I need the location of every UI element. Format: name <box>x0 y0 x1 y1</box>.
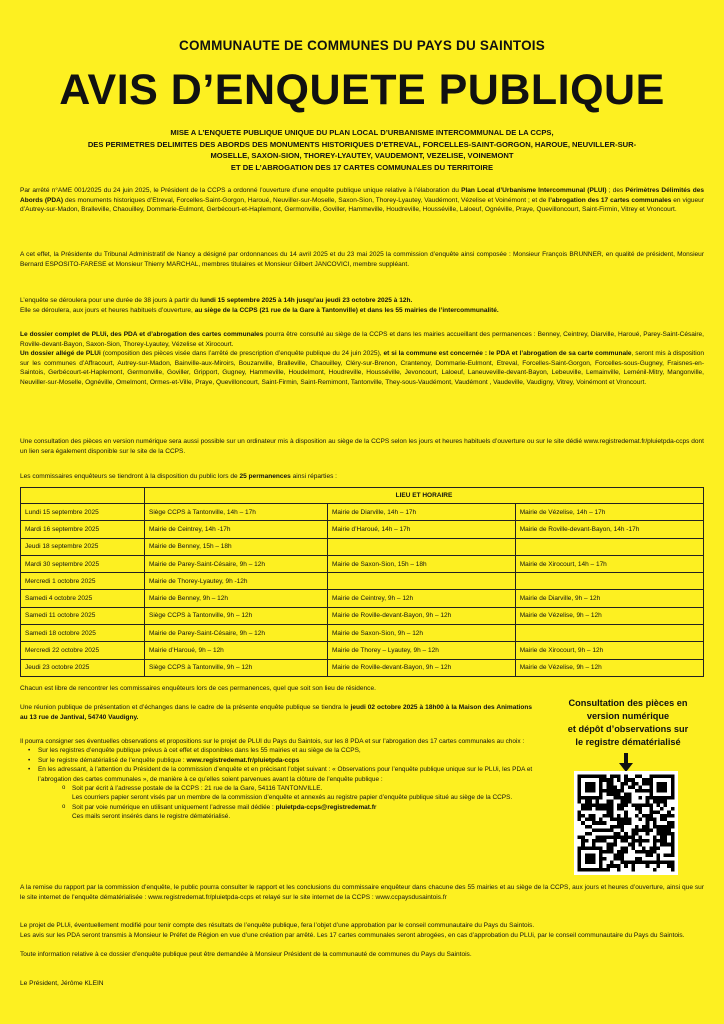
table-cell-place: Mairie de Diarville, 14h – 17h <box>327 504 515 521</box>
text-bold: l’abrogation des 17 cartes communales <box>548 196 672 204</box>
organization-name: COMMUNAUTE DE COMMUNES DU PAYS DU SAINTOIS <box>179 38 545 53</box>
duration-paragraph <box>20 296 704 315</box>
table-cell-place: Siège CCPS à Tantonville, 14h – 17h <box>145 504 328 521</box>
subtitle-line: MOSELLE, SAXON-SION, THOREY-LYAUTEY, VAUDEMONT, VEZELISE, VOINEMONT <box>210 151 514 161</box>
table-cell-date: Jeudi 23 octobre 2025 <box>21 659 145 676</box>
arrow-down-icon <box>618 753 634 773</box>
list-item: • En les adressant, à l’attention du Président de la commission d’enquête et en précisant l’objet suivant : « Observations pour l’enquête publique unique sur le PLUi, les PDA et l’abrogation des cartes communales », de manière à ce qu’elles soient parvenues avant la clôture de l’enquête publique : <box>20 765 535 784</box>
text: Sur le registre dématérialisé de l’enquête publique : <box>38 756 187 764</box>
table-header: LIEU ET HORAIRE <box>145 488 704 504</box>
table-row <box>21 538 704 555</box>
digital-consultation-paragraph: Une consultation des pièces en version numérique sera aussi possible sur un ordinateur mis à disposition au siège de la CCPS selon les jours et heures habituels d’ouverture ou sur le site dédié www.registredemat.fr/pluietpda-ccps dont un lien sera également disponible sur le site de la CCPS. <box>20 438 704 455</box>
text: ; des <box>606 187 626 194</box>
table-cell-place: Mairie de Benney, 9h – 12h <box>145 590 328 607</box>
table-row <box>21 590 704 607</box>
text-bold: au siège de la CCPS (21 rue de la Gare à Tantonville) et dans les 55 mairies de l’intercommunalité. <box>194 306 499 314</box>
text: (composition des pièces visée dans l’arrêté de prescription d’enquête publique du 24 juin 2025), <box>100 350 384 358</box>
table-header-empty <box>21 488 145 504</box>
table-cell-date: Samedi 4 octobre 2025 <box>21 590 145 607</box>
dossier-paragraph <box>20 330 704 388</box>
information-paragraph: Toute information relative à ce dossier d’enquête publique peut être demandée à Monsieur Président de la communauté de communes du Pays du Saintois. <box>20 951 472 958</box>
subtitle-line: ET DE L’ABROGATION DES 17 CARTES COMMUNALES DU TERRITOIRE <box>230 162 494 172</box>
consultation-line: version numérique <box>586 711 670 721</box>
consultation-line: le registre dématérialisé <box>575 737 681 747</box>
table-cell-place: Mairie de Ceintrey, 14h -17h <box>145 521 328 538</box>
list-item: • Sur les registres d’enquête publique prévus à cet effet et disponibles dans les 55 mairies et au siège de la CCPS, <box>20 746 535 755</box>
table-cell-place: Mairie d’Haroué, 14h – 17h <box>327 521 515 538</box>
list-item <box>20 756 535 765</box>
table-cell-place <box>515 573 703 590</box>
notice-subtitle <box>40 127 684 173</box>
text-bold: Périmètres Délimités des Abords (PDA) <box>20 187 704 204</box>
consultation-line: Consultation des pièces en <box>568 698 688 708</box>
table-cell-date: Jeudi 18 septembre 2025 <box>21 538 145 555</box>
table-row <box>21 504 704 521</box>
observations-intro: Il pourra consigner ses éventuelles observations et propositions sur le projet de PLUI du Pays du Saintois, sur les 8 PDA et sur l’abrogation des 17 cartes communales au choix : <box>20 738 525 745</box>
table-cell-place: Mairie de Roville-devant-Bayon, 9h – 12h <box>327 659 515 676</box>
table-cell-place: Mairie de Thorey-Lyautey, 9h -12h <box>145 573 328 590</box>
text-bold: Un dossier allégé de PLUi <box>20 350 101 358</box>
decree-paragraph <box>20 186 704 215</box>
text-bold: Plan Local d’Urbanisme Intercommunal (PLUI) <box>461 187 607 194</box>
subtitle-line: MISE A L’ENQUETE PUBLIQUE UNIQUE DU PLAN LOCAL D’URBANISME INTERCOMMUNAL DE LA CCPS, <box>170 128 554 137</box>
page-title: AVIS D’ENQUETE PUBLIQUE <box>59 66 665 114</box>
table-cell-place <box>515 625 703 642</box>
sub-list-item: o Soit par écrit à l’adresse postale de la CCPS : 21 rue de la Gare, 54116 TANTONVILLE. <box>20 784 535 793</box>
text: L’enquête se déroulera pour une durée de 38 jours à partir du <box>20 297 201 304</box>
sub-list-item <box>20 803 535 812</box>
table-cell-place <box>327 538 515 555</box>
permanences-intro <box>20 472 704 482</box>
table-cell-place <box>515 538 703 555</box>
text: Soit par voie numérique en utilisant uniquement l’adresse mail dédiée : <box>72 803 276 811</box>
table-cell-place: Mairie de Benney, 15h – 18h <box>145 538 328 555</box>
text-bold: lundi 15 septembre 2025 à 14h jusqu’au jeudi 23 octobre 2025 à 12h. <box>200 297 413 304</box>
table-cell-place: Mairie de Xirocourt, 14h – 17h <box>515 555 703 572</box>
report-paragraph: A la remise du rapport par la commission d’enquête, le public pourra consulter le rapport et les conclusions du commissaire enquêteur dans chacune des 55 mairies et au siège de la CCPS, aux jours et heures d’ouverture, ainsi que sur le site internet de l’enquête dématérialisée : www.registredemat.fr/pluietpda-ccps et relayé sur le site internet de la CCPS : www.ccpaysdusaintois.fr <box>20 884 704 901</box>
table-cell-place: Mairie de Parey-Saint-Césaire, 9h – 12h <box>145 555 328 572</box>
text: Par arrêté n°AME 001/2025 du 24 juin 2025, le Président de la CCPS a ordonné l’ouverture d’une enquête publique unique relative à l’élaboration du <box>20 187 462 194</box>
meeting-free-paragraph: Chacun est libre de rencontrer les commissaires enquêteurs lors de ces permanences, quel que soit son lieu de résidence. <box>20 685 376 692</box>
table-cell-date: Mercredi 22 octobre 2025 <box>21 642 145 659</box>
text-bold: et si la commune est concernée : le PDA et l’abrogation de sa carte communale <box>383 350 632 358</box>
table-cell-date: Mercredi 1 octobre 2025 <box>21 573 145 590</box>
table-cell-place <box>327 573 515 590</box>
table-row <box>21 607 704 624</box>
qr-code-icon[interactable] <box>574 771 678 875</box>
table-cell-place: Mairie de Vézelise, 9h – 12h <box>515 659 703 676</box>
table-cell-date: Mardi 16 septembre 2025 <box>21 521 145 538</box>
observations-section <box>20 737 535 822</box>
pda-paragraph: Les avis sur les PDA seront transmis à Monsieur le Préfet de Région en vue d’une création par arrêté. Les 17 cartes communales seront abrogées, en cas d’approbation du PLUi, par le conseil communautaire du Pays du Saintois. <box>20 932 685 939</box>
table-row <box>21 521 704 538</box>
table-row <box>21 659 704 676</box>
table-row <box>21 642 704 659</box>
commission-paragraph: A cet effet, la Présidente du Tribunal Administratif de Nancy a désigné par ordonnances du 14 avril 2025 et du 23 mai 2025 la commission d’enquête ainsi composée : Monsieur François BRUNNER, en qualité de président, Monsieur Bernard ESPOSITO-FARESE et Monsieur Thierry MARCHAL, membres titulaires et Monsieur Gilbert JANCOVICI, membre suppléant. <box>20 251 704 268</box>
subtitle-line: DES PERIMETRES DELIMITES DES ABORDS DES MONUMENTS HISTORIQUES D’ETREVAL, FORCELLES-SAINT-GORGON, HAROUE, NEUVILLER-SUR- <box>87 139 637 149</box>
table-cell-place: Mairie de Parey-Saint-Césaire, 9h – 12h <box>145 625 328 642</box>
table-cell-date: Samedi 18 octobre 2025 <box>21 625 145 642</box>
signature: Le Président, Jérôme KLEIN <box>20 980 104 987</box>
table-cell-place: Mairie de Thorey – Lyautey, 9h – 12h <box>327 642 515 659</box>
table-cell-date: Samedi 11 octobre 2025 <box>21 607 145 624</box>
text-bold: Le dossier complet de PLUi, des PDA et d’abrogation des cartes communales <box>20 331 264 338</box>
table-row <box>21 555 704 572</box>
table-cell-place: Mairie de Saxon-Sion, 9h – 12h <box>327 625 515 642</box>
table-cell-place: Mairie d’Haroué, 9h – 12h <box>145 642 328 659</box>
sub-list-note: Ces mails seront insérés dans le registre dématérialisé. <box>72 813 231 821</box>
table-cell-place: Mairie de Roville-devant-Bayon, 14h -17h <box>515 521 703 538</box>
text: , seront mis à disposition sur les communes d’Affracourt, Autrey-sur-Madon, Bainville-aux-Miroirs, Bouzanville, Bralleville, Chaouilley, Cléry-sur-Brenon, Crantenoy, Dommarie-Eulmont, Etreval, Forcelles-Saint-Gorgon, Forcelles-sous-Gugney, Fraisnes-en-Saintois, Gerbécourt-et-Haplemont, Germonville, Goviller, Gripport, Gugney, Hammeville, Houdelmont, Houdreville, Housséville, Jevoncourt, Laloeuf, Laneuveville-devant-Bayon, Lebeuville, Lemainville, Leménil-Mitry, Mangonville, Neuviller-sur-Moselle, Ognéville, Omelmont, Ormes-et-Ville, Praye, Quevilloncourt, Saint-Firmin, Saint-Remimont, Tantonville, They-sous-Vaudémont, Vaudémont , Vaudeville, Vaudigny, Vitrey, Voinémont et Vroncourt. <box>20 350 704 386</box>
registry-link[interactable]: www.registredemat.fr/pluietpda-ccps <box>186 756 300 764</box>
table-cell-place: Mairie de Ceintrey, 9h – 12h <box>327 590 515 607</box>
table-cell-place: Mairie de Vézelise, 9h – 12h <box>515 607 703 624</box>
consultation-box <box>548 697 708 749</box>
consultation-line: et dépôt d’observations sur <box>567 724 689 734</box>
table-row <box>21 625 704 642</box>
text: en vigueur d’Autrey-sur-Madon, Bralleville, Chaouilley, Dommarie-Eulmont, Gerbécourt-et-Haplemont, Germonville, Goviller, Hammeville, Houdreville, Housséville, Laloeuf, Ognéville, Praye, Quevilloncourt, Saint-Firmin, Vitrey et Vroncourt. <box>20 196 704 214</box>
table-row <box>21 573 704 590</box>
text: Elle se déroulera, aux jours et heures habituels d’ouverture, <box>20 306 195 314</box>
text: des monuments historiques d’Etreval, Forcelles-Saint-Gorgon, Haroué, Neuviller-sur-Moselle, Saxon-Sion, Thorey-Lyautey, Vaudémont, Vézelise et Voinémont ; et de <box>63 196 549 204</box>
text-bold: 25 permanences <box>239 473 291 480</box>
table-cell-place: Mairie de Diarville, 9h – 12h <box>515 590 703 607</box>
public-meeting-paragraph <box>20 703 532 722</box>
text: Les commissaires enquêteurs se tiendront à la disposition du public lors de <box>20 473 240 480</box>
table-cell-place: Siège CCPS à Tantonville, 9h – 12h <box>145 607 328 624</box>
table-cell-place: Mairie de Xirocourt, 9h – 12h <box>515 642 703 659</box>
text: pourra être consulté au siège de la CCPS et dans les mairies accueillant des permanences : Benney, Ceintrey, Diarville, Haroué, Parey-Saint-Césaire, Roville-devant-Bayon, Saxon-Sion, Thorey-Lyautey, Vézelise et Xirocourt. <box>20 331 704 348</box>
approval-paragraph: Le projet de PLUi, éventuellement modifié pour tenir compte des résultats de l’enquête publique, fera l’objet d’une approbation par le conseil communautaire du Pays du Saintois. <box>20 922 535 929</box>
table-body <box>21 504 704 677</box>
table-cell-place: Mairie de Saxon-Sion, 15h – 18h <box>327 555 515 572</box>
table-cell-place: Mairie de Vézelise, 14h – 17h <box>515 504 703 521</box>
table-cell-date: Lundi 15 septembre 2025 <box>21 504 145 521</box>
table-cell-place: Mairie de Roville-devant-Bayon, 9h – 12h <box>327 607 515 624</box>
text-bold: jeudi 02 octobre 2025 à 18h00 à la Maison des Animations au 13 rue de Jantival, 54740 Vaudigny. <box>20 704 532 721</box>
email-link[interactable]: pluietpda-ccps@registredemat.fr <box>275 803 377 811</box>
text: Une réunion publique de présentation et d’échanges dans le cadre de la présente enquête publique se tiendra le <box>20 704 351 711</box>
table-header-row <box>21 488 704 504</box>
table-cell-date: Mardi 30 septembre 2025 <box>21 555 145 572</box>
table-cell-place: Siège CCPS à Tantonville, 9h – 12h <box>145 659 328 676</box>
sub-list-note: Les courriers papier seront visés par un membre de la commission d’enquête et annexés au registre papier d’enquête publique situé au siège de la CCPS. <box>72 794 513 802</box>
permanences-table <box>20 487 704 677</box>
text: ainsi réparties : <box>290 473 337 480</box>
